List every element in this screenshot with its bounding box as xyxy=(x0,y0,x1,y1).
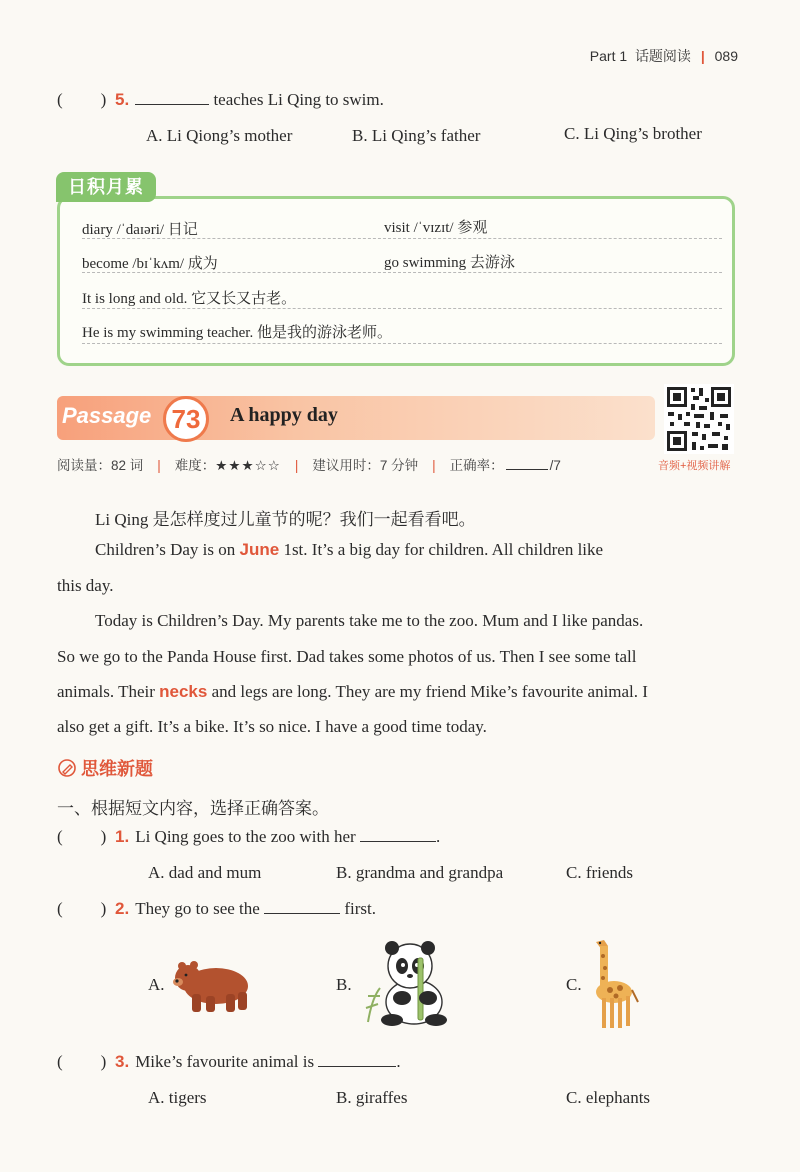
vocab-item: diary /ˈdaɪəri/ 日记 xyxy=(82,222,198,238)
accuracy-blank[interactable] xyxy=(506,468,548,470)
divider xyxy=(82,238,722,239)
question-number: 5. xyxy=(115,90,130,109)
question-text: teaches Li Qing to swim. xyxy=(213,90,384,109)
passage-title: A happy day xyxy=(230,404,338,426)
passage-label: Passage xyxy=(62,403,152,428)
vocab-item: go swimming 去游泳 xyxy=(384,255,515,271)
vocab-title: 日积月累 xyxy=(56,172,156,202)
passage-line: also get a gift. It’s a bike. It’s so nice. I have a good time today. xyxy=(57,717,487,736)
option-b[interactable]: B. grandma and grandpa xyxy=(336,863,504,882)
option-a[interactable]: A. xyxy=(148,975,165,994)
header-part: Part 1 xyxy=(589,48,628,64)
vocab-item: visit /ˈvɪzɪt/ 参观 xyxy=(384,220,488,236)
vocab-sentence: It is long and old. 它又长又古老。 xyxy=(82,291,297,307)
page-number: 089 xyxy=(714,48,738,64)
divider xyxy=(82,343,722,344)
section-title: 思维新题 xyxy=(57,755,153,781)
option-a[interactable]: A. Li Qiong’s mother xyxy=(146,126,293,145)
divider xyxy=(82,272,722,273)
passage-line: this day. xyxy=(57,576,114,595)
bear-icon[interactable] xyxy=(170,950,256,1016)
divider xyxy=(82,308,722,309)
option-c[interactable]: C. friends xyxy=(566,863,634,882)
answer-blank[interactable] xyxy=(135,103,209,105)
panda-icon[interactable] xyxy=(362,938,458,1028)
answer-paren[interactable]: ( ) xyxy=(57,1052,107,1071)
accuracy-label: 正确率： xyxy=(449,458,504,473)
qr-caption: 音频+视频讲解 xyxy=(658,460,731,472)
page-header: Part 1 话题阅读 | 089 xyxy=(589,48,738,64)
answer-paren[interactable]: ( ) xyxy=(57,899,107,918)
option-c[interactable]: C. elephants xyxy=(566,1088,651,1107)
passage-number: 73 xyxy=(163,396,209,442)
passage-paragraph-2: Today is Children’s Day. My parents take me to the zoo. Mum and I like pandas. xyxy=(95,611,644,630)
giraffe-icon[interactable] xyxy=(586,936,642,1032)
passage-line: So we go to the Panda House first. Dad takes some photos of us. Then I see some tall xyxy=(57,647,637,666)
option-a[interactable]: A. tigers xyxy=(148,1088,207,1107)
question-1: ( ) 1. Li Qing goes to the zoo with her . xyxy=(57,827,441,846)
answer-blank[interactable] xyxy=(264,912,340,914)
option-b[interactable]: B. xyxy=(336,975,352,994)
answer-paren[interactable]: ( ) xyxy=(57,827,107,846)
instruction: 一、根据短文内容，选择正确答案。 xyxy=(57,799,329,818)
passage-line: animals. Their necks and legs are long. They are my friend Mike’s favourite animal. I xyxy=(57,682,648,701)
vocab-sentence: He is my swimming teacher. 他是我的游泳老师。 xyxy=(82,325,392,341)
vocab-item: become /bɪˈkʌm/ 成为 xyxy=(82,256,218,272)
option-c[interactable]: C. Li Qing’s brother xyxy=(564,124,702,143)
header-section: 话题阅读 xyxy=(634,48,691,64)
highlight-word: necks xyxy=(159,682,208,701)
question-5 xyxy=(57,90,384,110)
passage-paragraph-1: Children’s Day is on June 1st. It’s a big day for children. All children like xyxy=(95,540,604,559)
answer-paren[interactable]: ( ) xyxy=(57,90,107,109)
stats-row: 阅读量：82 词 | 难度：★★★☆☆ | 建议用时：7 分钟 | 正确率： /7 xyxy=(57,458,561,473)
passage-intro: Li Qing 是怎样度过儿童节的呢？我们一起看看吧。 xyxy=(95,510,476,529)
difficulty-label: 难度： xyxy=(174,458,216,473)
word-count: 阅读量：82 词 xyxy=(57,458,144,473)
qr-code-icon[interactable] xyxy=(664,384,734,454)
suggested-time: 建议用时：7 分钟 xyxy=(312,458,419,473)
question-3: ( ) 3. Mike’s favourite animal is . xyxy=(57,1052,401,1071)
option-b[interactable]: B. giraffes xyxy=(336,1088,408,1107)
answer-blank[interactable] xyxy=(318,1065,396,1067)
question-2: ( ) 2. They go to see the first. xyxy=(57,899,376,918)
accuracy-total: /7 xyxy=(549,458,561,473)
pencil-circle-icon xyxy=(57,758,77,778)
difficulty-stars-icon: ★★★☆☆ xyxy=(215,458,281,473)
option-b[interactable]: B. Li Qing’s father xyxy=(352,126,481,145)
option-a[interactable]: A. dad and mum xyxy=(148,863,262,882)
highlight-word: June xyxy=(239,540,280,559)
option-c[interactable]: C. xyxy=(566,975,582,994)
answer-blank[interactable] xyxy=(360,840,436,842)
